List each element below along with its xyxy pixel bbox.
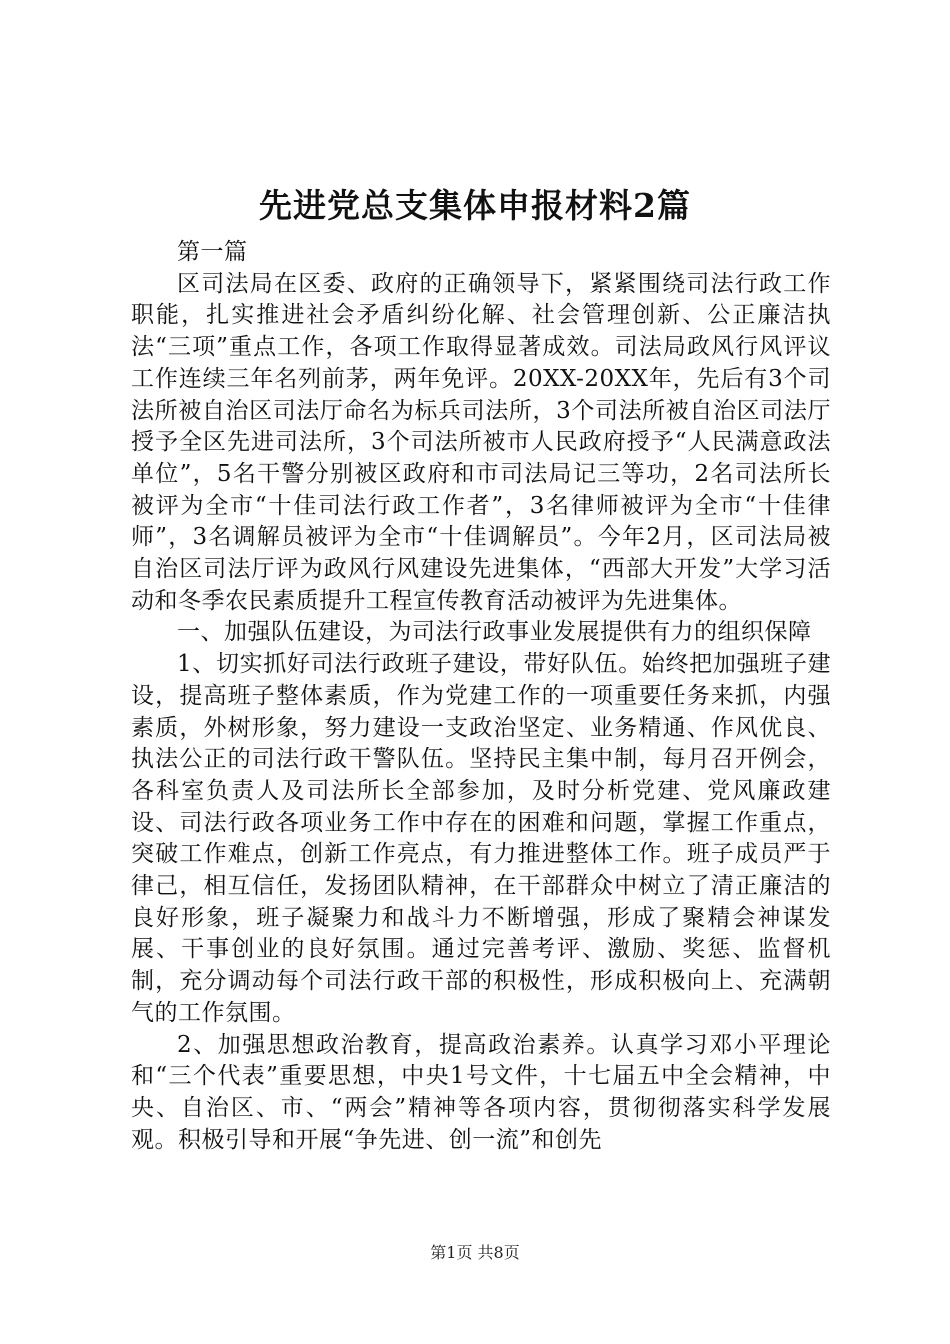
document-body	[131, 237, 831, 1156]
page-number-footer: 第1页 共8页	[430, 1243, 520, 1262]
body-paragraph: 1、切实抓好司法行政班子建设，带好队伍。始终把加强班子建设，提高班子整体素质，作为党建工作的一项重要任务来抓，内强素质，外树形象，努力建设一支政治坚定、业务精通、作风优良、执法公正的司法行政干警队伍。坚持民主集中制，每月召开例会，各科室负责人及司法所长全部参加，及时分析党建、党风廉政建设、司法行政各项业务工作中存在的困难和问题，掌握工作重点，突破工作难点，创新工作亮点，有力推进整体工作。班子成员严于律己，相互信任，发扬团队精神，在干部群众中树立了清正廉洁的良好形象，班子凝聚力和战斗力不断增强，形成了聚精会神谋发展、干事创业的良好氛围。通过完善考评、激励、奖惩、监督机制，充分调动每个司法行政干部的积极性，形成积极向上、充满朝气的工作氛围。	[131, 651, 831, 1026]
body-paragraph: 2、加强思想政治教育，提高政治素养。认真学习邓小平理论和“三个代表”重要思想，中央1号文件，十七届五中全会精神，中央、自治区、市、“两会”精神等各项内容，贯彻彻落实科学发展观。积极引导和开展“争先进、创一流”和创先	[131, 1031, 831, 1153]
body-paragraph: 区司法局在区委、政府的正确领导下，紧紧围绕司法行政工作职能，扎实推进社会矛盾纠纷化解、社会管理创新、公正廉洁执法“三项”重点工作，各项工作取得显著成效。司法局政风行风评议工作连续三年名列前茅，两年免评。20XX-20XX年，先后有3个司法所被自治区司法厅命名为标兵司法所，3个司法所被自治区司法厅授予全区先进司法所，3个司法所被市人民政府授予“人民满意政法单位”，5名干警分别被区政府和市司法局记三等功，2名司法所长被评为全市“十佳司法行政工作者”，3名律师被评为全市“十佳律师”，3名调解员被评为全市“十佳调解员”。今年2月，区司法局被自治区司法厅评为政风行风建设先进集体，“西部大开发”大学习活动和冬季农民素质提升工程宣传教育活动被评为先进集体。	[131, 270, 831, 614]
subsection-heading: 一、加强队伍建设，为司法行政事业发展提供有力的组织保障	[177, 619, 812, 646]
section-heading: 第一篇	[177, 239, 248, 265]
document-title: 先进党总支集体申报材料2篇	[259, 186, 691, 225]
